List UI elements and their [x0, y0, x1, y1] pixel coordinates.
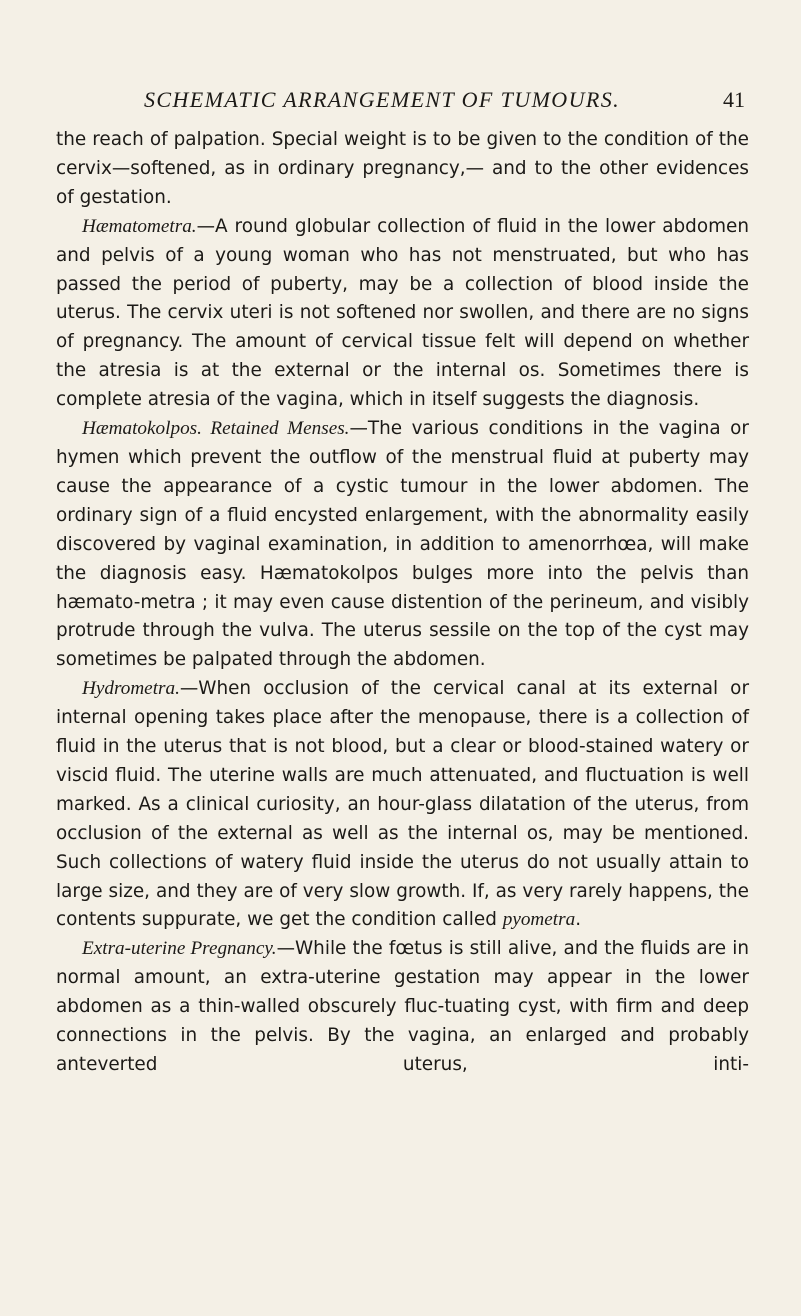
paragraph-extra-uterine-pregnancy: [56, 935, 749, 1080]
section-term: Hæmatometra.: [82, 215, 197, 237]
section-term: Extra-uterine Pregnancy.: [82, 938, 277, 960]
paragraph-text: —While the fœtus is still alive, and the fluids are in normal amount, an extra-uterine gestation may appear in the lower abdomen as a thin-walled obscurely fluc-tuating cyst, with firm and deep connections in the pelvis. By the vagina, an enlarged and probably anteverted uterus, inti-: [56, 938, 749, 1075]
paragraph-text: —A round globular collection of fluid in the lower abdomen and pelvis of a young woman who has not menstruated, but who has passed the period of puberty, may be a collection of blood inside the uterus. The cervix uteri is not softened nor swollen, and there are no signs of pregnancy. The amount of cervical tissue felt will depend on whether the atresia is at the external or the internal os. Sometimes there is complete atresia of the vagina, which in itself suggests the diagnosis.: [56, 215, 749, 411]
inline-term: pyometra: [502, 909, 576, 931]
running-title: SCHEMATIC ARRANGEMENT OF TUMOURS.: [144, 87, 621, 112]
paragraph-haematokolpos: [56, 415, 749, 675]
paragraph-haematometra: [56, 213, 749, 415]
section-term: Hydrometra.: [82, 678, 180, 700]
paragraph-text: the reach of palpation. Special weight is to be given to the condition of the cervix—softened, as in ordinary pregnancy,— and to the other evidences of gestation.: [56, 129, 749, 208]
paragraph-hydrometra: [56, 675, 749, 935]
paragraph-text: —When occlusion of the cervical canal at its external or internal opening takes place after the menopause, there is a collection of fluid in the uterus that is not blood, but a clear or blood-stained watery or viscid fluid. The uterine walls are much attenuated, and fluctuation is well marked. As a clinical curiosity, an hour-glass dilatation of the uterus, from occlusion of the external as well as the internal os, may be mentioned. Such collections of watery fluid inside the uterus do not usually attain to large size, and they are of very slow growth. If, as very rarely happens, the contents suppurate, we get the condition called: [56, 678, 749, 931]
running-head: [56, 82, 749, 118]
page-number: 41: [723, 87, 745, 112]
paragraph-text: —The various conditions in the vagina or hymen which prevent the outflow of the menstrual fluid at puberty may cause the appearance of a cystic tumour in the lower abdomen. The ordinary sign of a fluid encysted enlargement, with the abnormality easily discovered by vaginal examination, in addition to amenorrhœa, will make the diagnosis easy. Hæmatokolpos bulges more into the pelvis than hæmato-metra ; it may even cause distention of the perineum, and visibly protrude through the vulva. The uterus sessile on the top of the cyst may sometimes be palpated through the abdomen.: [56, 418, 749, 671]
body-text: [56, 126, 749, 1080]
section-term: Hæmatokolpos. Retained Menses.: [82, 418, 350, 440]
paragraph-continuation: [56, 126, 749, 213]
paragraph-text-end: .: [575, 909, 582, 931]
